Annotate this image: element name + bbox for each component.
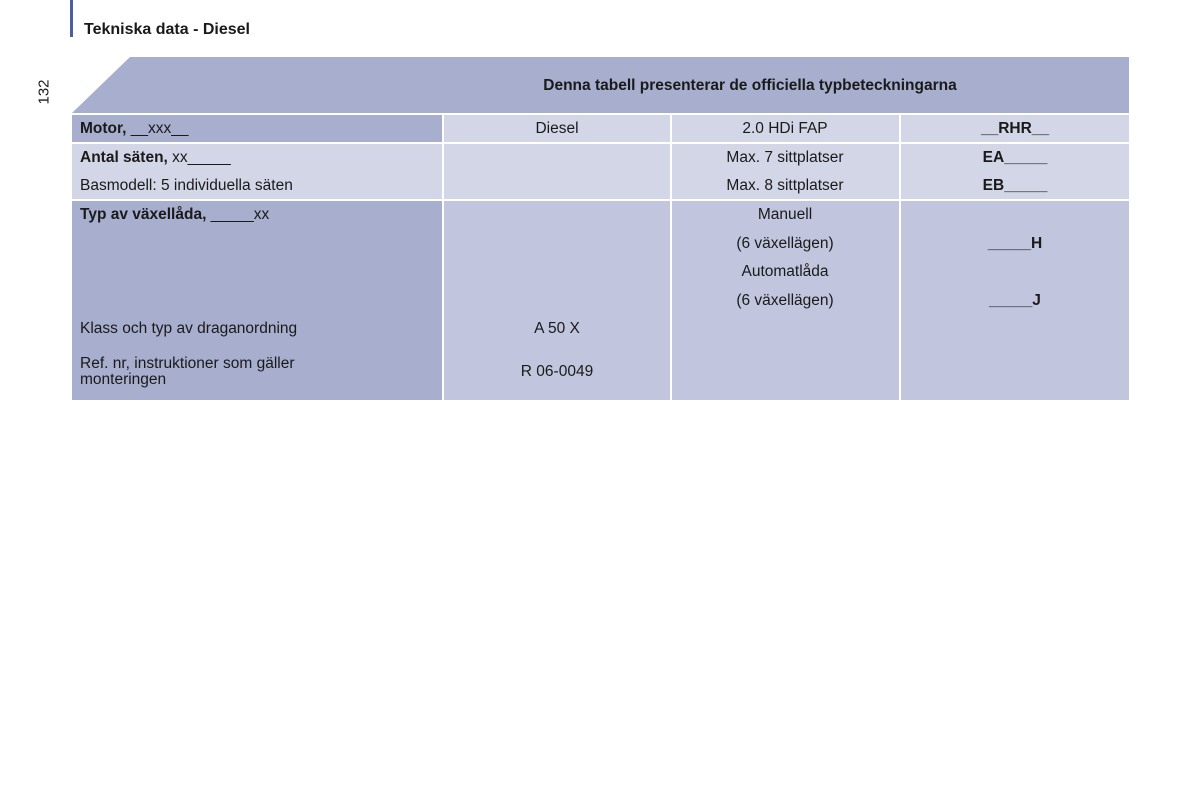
gearbox-label-bold: Typ av växellåda, (80, 206, 207, 223)
seats-code-ea: EA_____ (982, 149, 1048, 166)
ref-label: Ref. nr, instruktioner som gäller monteringen (80, 355, 295, 388)
section-title: Tekniska data - Diesel (84, 21, 250, 38)
motor-label-bold: Motor, (80, 120, 127, 137)
ref-value: R 06-0049 (520, 363, 594, 380)
motor-code: __RHR__ (980, 120, 1050, 137)
seats-label-rest: xx_____ (167, 149, 231, 166)
page-number: 132 (35, 79, 53, 105)
gearbox-automatic: Automatlåda (741, 263, 829, 280)
accent-bar (70, 0, 73, 37)
motor-fuel: Diesel (535, 120, 579, 137)
seats-label-bold: Antal säten, (80, 149, 168, 166)
seats-max7: Max. 7 sittplatser (726, 149, 844, 166)
seats-max8: Max. 8 sittplatser (726, 177, 844, 194)
table-cell-seats-empty (444, 144, 670, 199)
gearbox-automatic-sub: (6 växellägen) (736, 292, 834, 309)
gearbox-manual: Manuell (757, 206, 813, 223)
motor-label (80, 121, 189, 137)
towbar-value: A 50 X (534, 320, 580, 337)
gearbox-label (80, 207, 269, 223)
towbar-label: Klass och typ av draganordning (80, 320, 298, 337)
seats-sub-label: Basmodell: 5 individuella säten (80, 177, 293, 194)
motor-engine: 2.0 HDi FAP (742, 120, 828, 137)
seats-code-eb: EB_____ (982, 177, 1048, 194)
gearbox-manual-sub: (6 växellägen) (736, 235, 834, 252)
seats-label (80, 150, 231, 166)
gearbox-label-rest: _____xx (206, 206, 270, 223)
gearbox-code-h: _____H (987, 235, 1043, 252)
table-header-text: Denna tabell presenterar de officiella typbeteckningarna (543, 77, 957, 94)
gearbox-code-j: _____J (989, 292, 1041, 309)
motor-label-rest: __xxx__ (126, 120, 189, 137)
